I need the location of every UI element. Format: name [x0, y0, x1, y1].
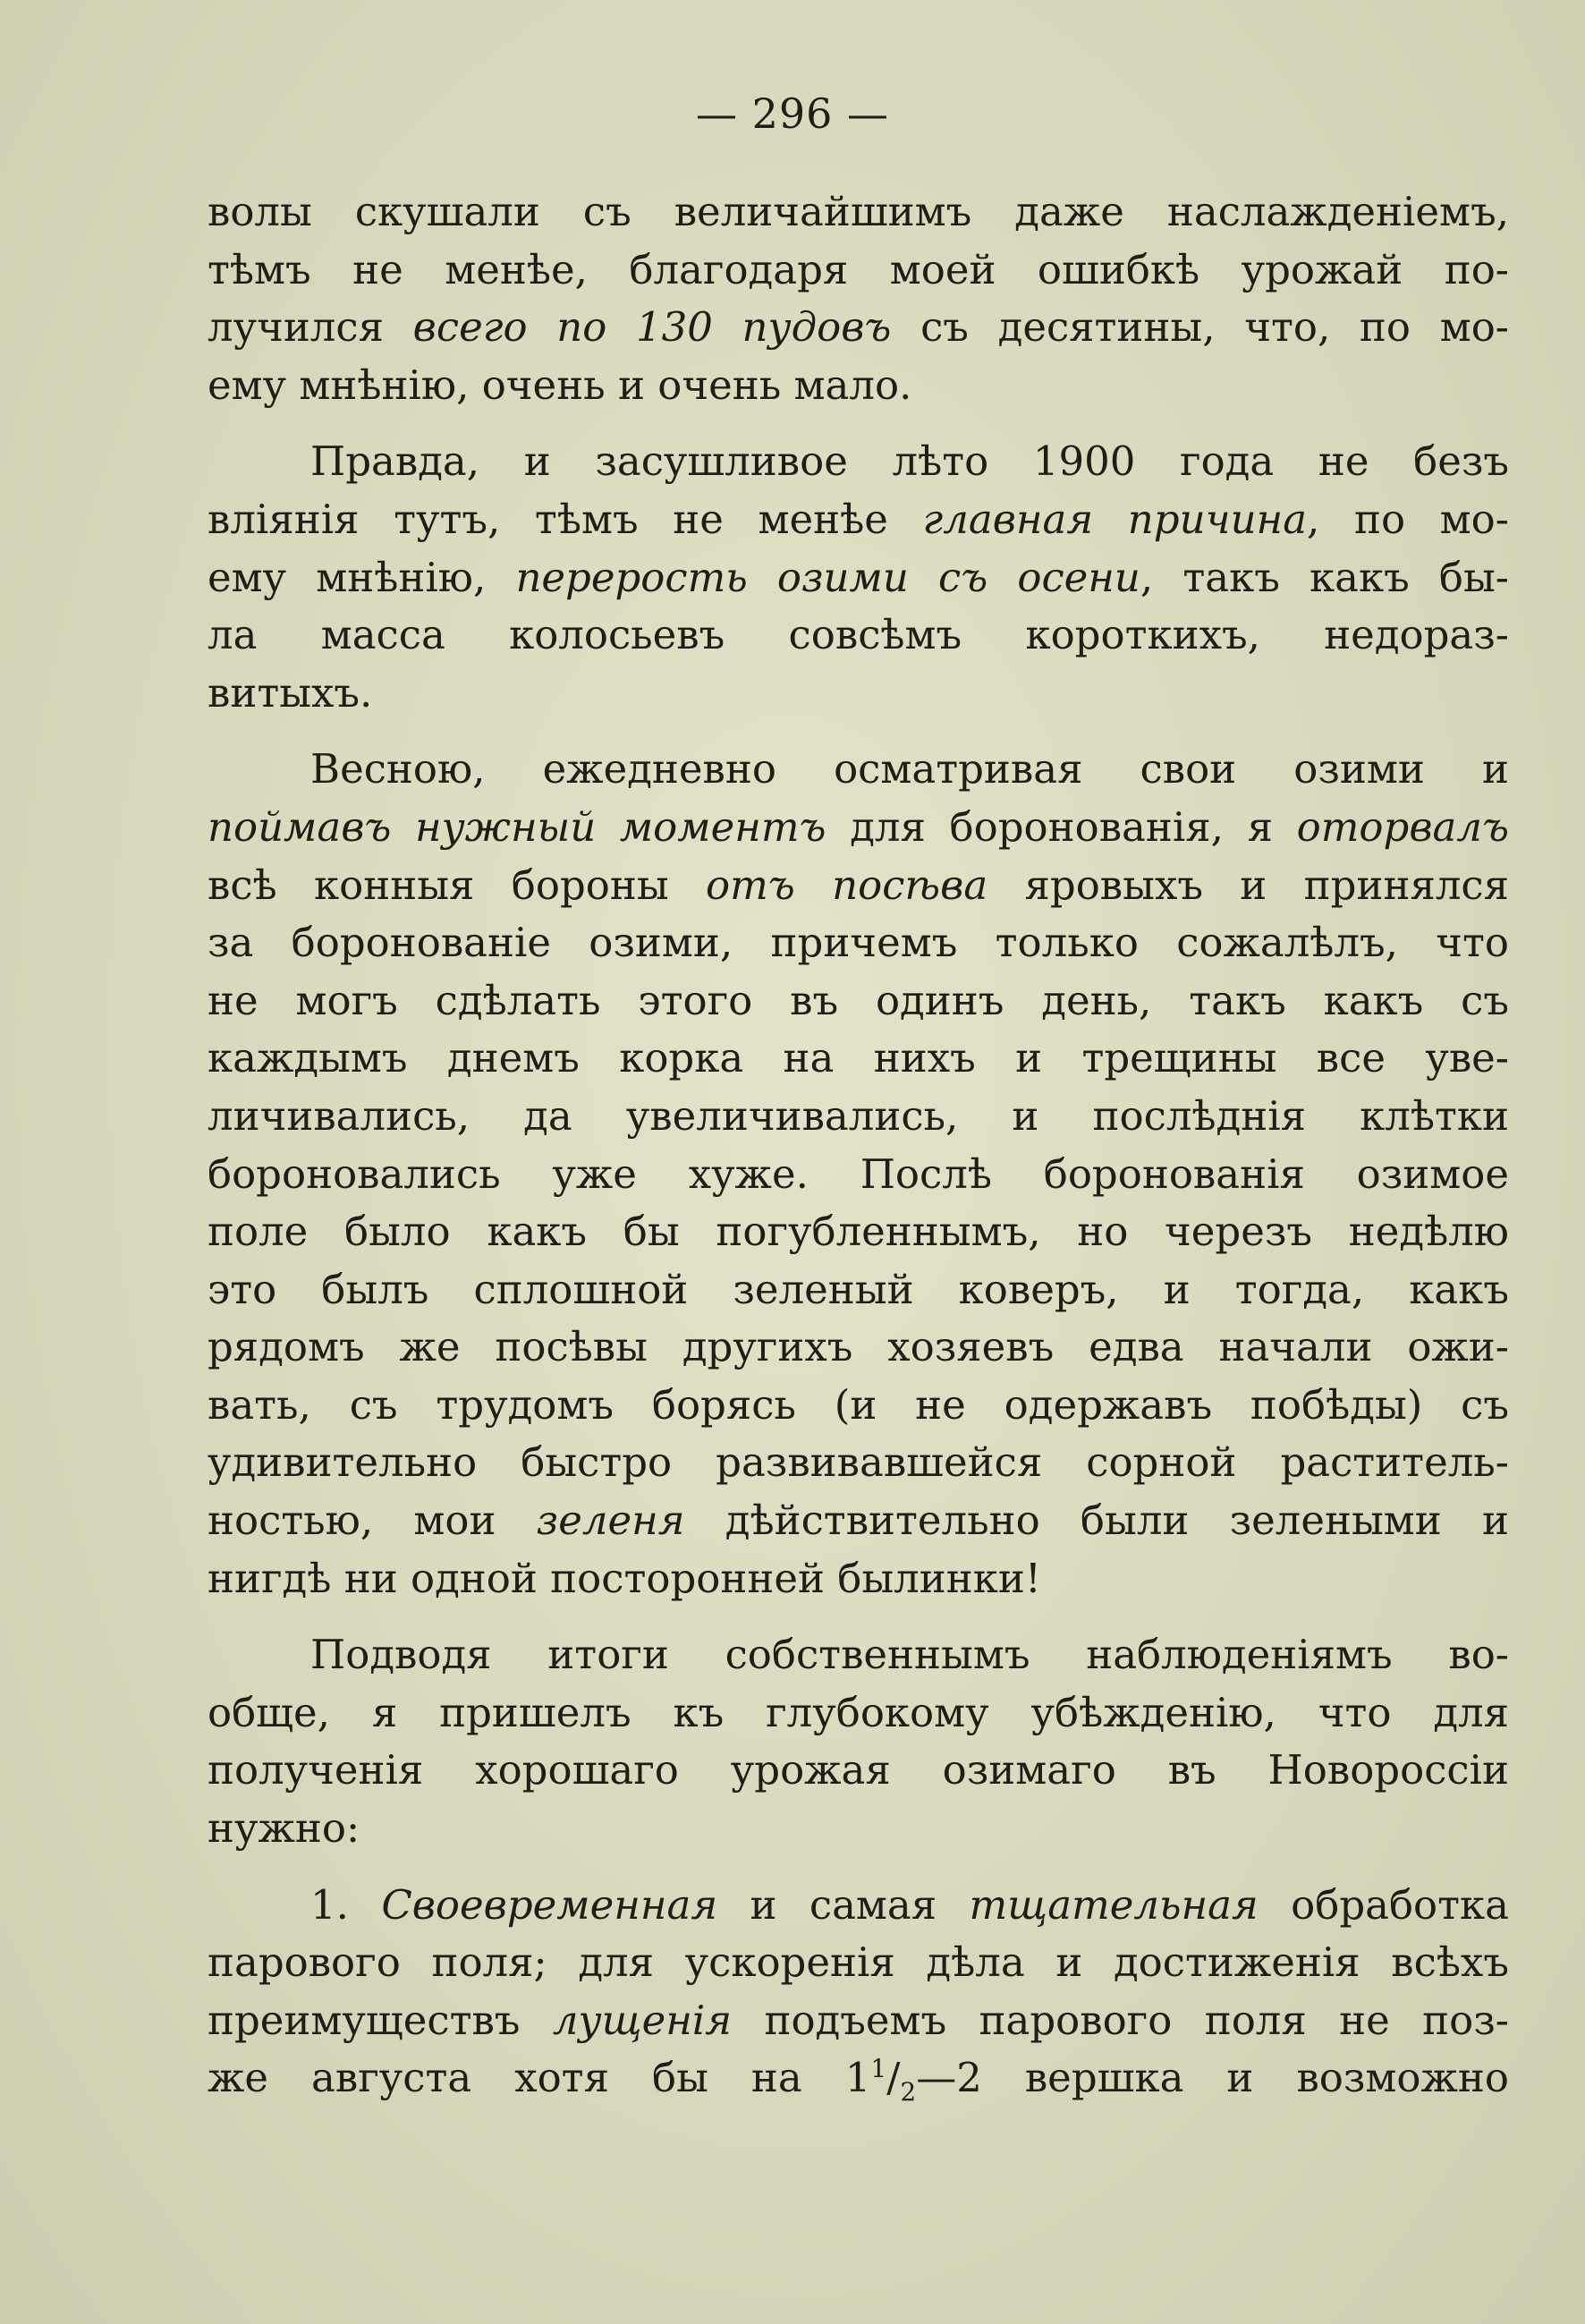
text-segment: подъемъ парового поля не поз- [732, 1996, 1509, 2044]
text-line [208, 1377, 1509, 1435]
text-line [208, 242, 1509, 300]
text-segment: преимуществъ [208, 1996, 553, 2044]
text-segment: 2 [900, 2077, 917, 2108]
text-segment: волы скушали съ величайшимъ даже наслажденіемъ, [208, 188, 1509, 235]
paragraph-gap [208, 414, 1509, 433]
text-line [208, 972, 1509, 1031]
text-segment: Правда, и засушливое лѣто 1900 года не безъ [310, 437, 1509, 486]
text-segment: вать, съ трудомъ борясь (и не одержавъ побѣды) съ [208, 1380, 1509, 1429]
text-line [208, 1626, 1509, 1684]
italic-text: главная причина [922, 495, 1308, 543]
text-line [208, 606, 1509, 665]
text-line [208, 1992, 1509, 2050]
text-segment: яровыхъ и принялся [987, 861, 1509, 909]
italic-text: отъ посѣва [706, 861, 988, 909]
text-line [208, 433, 1509, 491]
text-segment: для боронованія, я [826, 802, 1297, 851]
page-number: — 296 — [695, 89, 890, 138]
text-segment: и самая [717, 1880, 970, 1929]
text-segment: не могъ сдѣлать этого въ одинъ день, такъ какъ съ [208, 976, 1509, 1024]
text-line [208, 357, 1509, 415]
text-line [208, 1030, 1509, 1088]
text-segment: удивительно быстро развивавшейся сорной раститель- [208, 1438, 1509, 1487]
text-line [208, 1800, 1509, 1858]
text-line [208, 299, 1509, 357]
text-line [208, 1434, 1509, 1492]
text-segment: нужно: [208, 1804, 360, 1853]
text-line [208, 914, 1509, 972]
text-line [208, 1261, 1509, 1319]
text-segment: 1. [310, 1880, 382, 1929]
text-segment: это былъ сплошной зеленый коверъ, и тогда, какъ [208, 1265, 1509, 1313]
text-line [208, 491, 1509, 549]
paragraph [208, 1626, 1509, 1857]
paragraph-gap [208, 1607, 1509, 1626]
text-line [208, 665, 1509, 723]
text-segment: же августа хотя бы на 1 [208, 2054, 871, 2102]
text-line [208, 799, 1509, 857]
text-line [208, 183, 1509, 242]
text-segment: , по мо- [1307, 495, 1509, 543]
italic-text: тщательная [969, 1880, 1259, 1929]
text-segment: обработка [1258, 1880, 1509, 1929]
text-segment: личивались, да увеличивались, и послѣднія клѣтки [208, 1091, 1509, 1140]
italic-text: Своевременная [381, 1880, 718, 1929]
text-line [208, 549, 1509, 607]
text-segment: ла масса колосьевъ совсѣмъ короткихъ, недораз- [208, 611, 1509, 659]
text-segment: каждымъ днемъ корка на нихъ и трещины все уве- [208, 1034, 1509, 1082]
paragraph-gap [208, 1858, 1509, 1877]
text-segment: парового поля; для ускоренія дѣла и достиженія всѣхъ [208, 1938, 1509, 1987]
text-segment: полученія хорошаго урожая озимаго въ Новороссіи [208, 1746, 1509, 1794]
text-segment: нигдѣ ни одной посторонней былинки! [208, 1554, 1041, 1602]
text-segment: всѣ конныя бороны [208, 861, 707, 909]
italic-text: зеленя [536, 1497, 685, 1545]
text-segment: бороновались уже хуже. Послѣ боронованія озимое [208, 1149, 1509, 1198]
text-line [208, 2049, 1509, 2108]
text-line [208, 1088, 1509, 1146]
text-segment: съ десятины, что, по мо- [891, 303, 1509, 352]
italic-text: перерость озими съ осени [515, 553, 1140, 601]
text-segment: , такъ какъ бы- [1140, 553, 1509, 601]
text-segment: поле было какъ бы погубленнымъ, но черезъ недѣлю [208, 1208, 1509, 1256]
paragraph [208, 183, 1509, 414]
italic-text: всего по 130 пудовъ [412, 303, 892, 352]
text-segment: рядомъ же посѣвы другихъ хозяевъ едва начали ожи- [208, 1323, 1509, 1371]
text-line [208, 1492, 1509, 1550]
text-line [208, 1319, 1509, 1377]
text-segment: / [886, 2054, 901, 2102]
paragraph-gap [208, 722, 1509, 741]
text-segment: лучился [208, 303, 413, 352]
text-segment: за боронованіе озими, причемъ только сожалѣлъ, что [208, 919, 1509, 967]
italic-text: поймавъ нужный моментъ [208, 802, 826, 851]
body-text [208, 183, 1509, 2108]
text-line [208, 741, 1509, 799]
paragraph [208, 741, 1509, 1607]
text-segment: ему мнѣнію, [208, 553, 516, 601]
italic-text: оторвалъ [1296, 802, 1509, 851]
text-segment: ему мнѣнію, очень и очень мало. [208, 360, 912, 409]
text-line [208, 1550, 1509, 1608]
text-line [208, 1146, 1509, 1204]
text-segment: Весною, ежедневно осматривая свои озими и [310, 745, 1509, 793]
text-segment: витыхъ. [208, 668, 373, 717]
text-line [208, 857, 1509, 915]
text-segment: обще, я пришелъ къ глубокому убѣжденію, что для [208, 1688, 1509, 1736]
text-line [208, 1203, 1509, 1261]
text-segment: тѣмъ не менѣе, благодаря моей ошибкѣ урожай по- [208, 245, 1509, 293]
text-segment: вліянія тутъ, тѣмъ не менѣе [208, 495, 923, 543]
paragraph [208, 1877, 1509, 2108]
text-line [208, 1684, 1509, 1743]
text-segment: 1 [870, 2054, 887, 2084]
text-segment: ностью, мои [208, 1497, 537, 1545]
paragraph [208, 433, 1509, 722]
text-segment: Подводя итоги собственнымъ наблюденіямъ во- [310, 1631, 1509, 1679]
italic-text: лущенія [552, 1996, 733, 2044]
text-segment: —2 вершка и возможно [916, 2054, 1509, 2102]
text-line [208, 1877, 1509, 1935]
text-segment: дѣйствительно были зелеными и [684, 1497, 1509, 1545]
text-line [208, 1934, 1509, 1992]
text-line [208, 1742, 1509, 1800]
